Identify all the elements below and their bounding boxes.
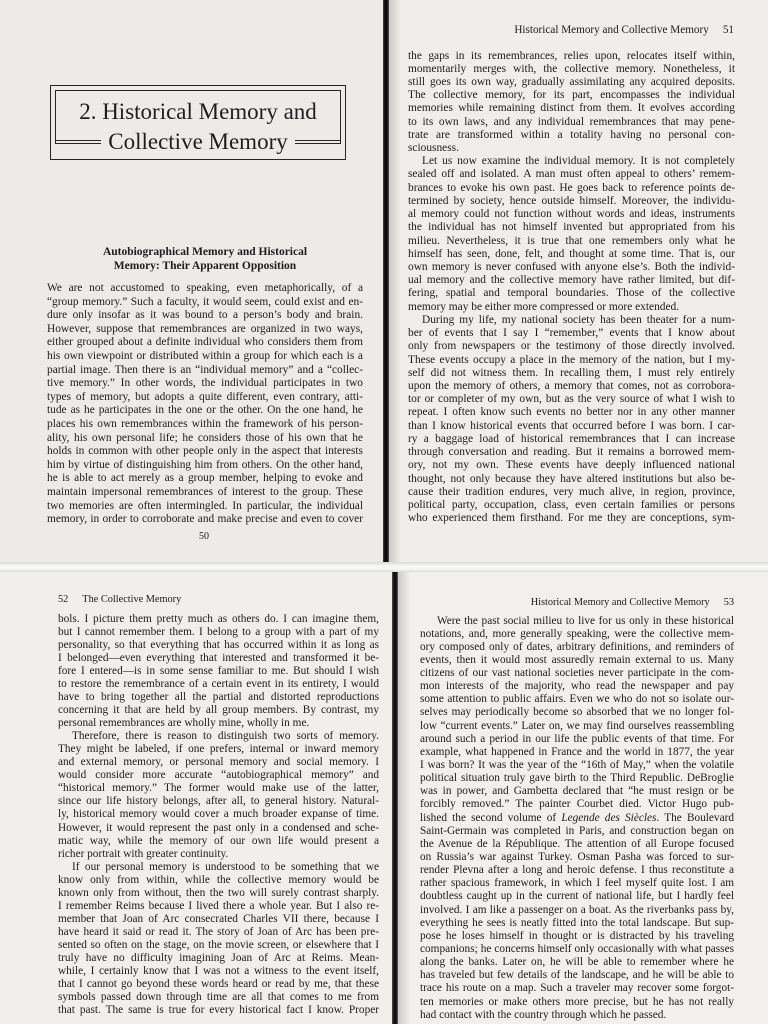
line-text: If our personal memory is understood to be something that we — [72, 860, 379, 873]
text-line — [408, 116, 735, 129]
text-line — [420, 641, 734, 654]
text-line — [408, 327, 735, 340]
line-text: only from newspapers or the testimony of those directly involved. — [408, 340, 735, 353]
text-line — [420, 654, 734, 667]
text-line — [58, 717, 379, 730]
page-52-text — [58, 613, 379, 1018]
line-text: personality, so that everything that has occurred within it as long as — [58, 638, 379, 651]
text-line — [420, 733, 734, 746]
text-line — [420, 969, 734, 982]
paragraph — [58, 861, 379, 1018]
line-text: personal remembrances are wholly mine, wholly in me. — [58, 717, 310, 729]
text-line — [47, 432, 363, 446]
line-text: doubtless caught up in the current of national life, but I hardly feel — [420, 890, 734, 903]
text-line — [408, 499, 735, 512]
line-text: the Avenue de la République. The attention of all Europe focused — [420, 837, 734, 850]
running-head-title: Historical Memory and Collective Memory — [530, 597, 710, 608]
section-heading — [47, 245, 363, 273]
line-text: mon interests of the majority, who read the newspaper and pay — [420, 680, 734, 693]
line-text: notations, and, more generally speaking, were the collective mem- — [420, 627, 734, 640]
line-text: along the banks. Later on, he will be able to remember where he — [420, 956, 734, 969]
text-line — [58, 665, 379, 678]
line-text: sciousness. — [408, 142, 459, 155]
text-line — [420, 706, 734, 719]
line-text: while, I certainly know that I was not a witness to the event itself, — [58, 965, 379, 978]
text-line — [408, 420, 735, 433]
text-line — [47, 486, 363, 500]
line-text: However, suppose that remembrances are organized in two ways, — [47, 322, 363, 335]
line-text: ten memories or make others more precise, but he has not really — [420, 995, 734, 1008]
text-line — [408, 50, 735, 63]
paragraph — [408, 314, 735, 526]
page-number: 53 — [723, 597, 734, 608]
text-line — [408, 89, 735, 102]
text-line — [420, 982, 734, 995]
line-text: the gaps in its remembrances, relies upon, relocates itself within, — [408, 49, 735, 62]
gutter-shadow — [389, 0, 401, 562]
text-line — [420, 812, 734, 825]
text-line — [420, 943, 734, 956]
line-text: truly have no difficulty imagining Joan of Arc at Reims. Mean- — [58, 952, 379, 965]
line-text — [420, 812, 734, 824]
text-line — [420, 904, 734, 917]
line-text: fore I entered—is in some sense familiar to me. But should I wish — [58, 664, 379, 677]
text-line — [47, 336, 363, 350]
line-text: memory, in order to corroborate and make precise and even to cover — [47, 513, 363, 526]
gutter-shadow — [398, 572, 410, 1024]
text-line — [58, 822, 379, 835]
text-line — [47, 323, 363, 337]
running-head — [479, 23, 734, 37]
line-text: The collective memory, for its part, encompasses the individual — [408, 89, 735, 102]
line-text: types of memory, but adopts a quite different, even contrary, atti- — [47, 390, 363, 403]
text-line — [420, 680, 734, 693]
line-text: During my life, my national society has been theater for a num- — [422, 313, 735, 326]
line-text: pose he loses himself in thought or is distracted by his traveling — [420, 929, 734, 942]
text-line — [47, 459, 363, 473]
scan-gap — [0, 562, 768, 572]
text-line — [408, 459, 735, 472]
text-line — [58, 743, 379, 756]
line-text: maintain impersonal remembrances of interest to the group. These — [47, 485, 363, 498]
line-text: These events occupy a place in the memory of the nation, but I my- — [408, 353, 735, 366]
line-text: known only from without, then the two will surely contrast sharply. — [58, 886, 379, 899]
line-text: trace his route on a map. Such a traveler may recover some forgot- — [420, 982, 734, 995]
line-text: ory, not my own. These events have deeply influenced national — [408, 459, 735, 472]
text-line — [420, 720, 734, 733]
line-text: ory composed only of dates, arbitrary definitions, and reminders of — [420, 640, 734, 653]
line-text: since our life history belongs, after all, to general history. Natural- — [58, 795, 379, 808]
line-text: ber of events that I say I “remember,” events that I know about — [408, 327, 735, 340]
line-text: have heard it said or read it. The story of Joan of Arc has been pre- — [58, 926, 379, 938]
line-text: Were the past social milieu to live for us only in these historical — [437, 614, 734, 627]
line-text: Let us now examine the individual memory. It is not completely — [422, 155, 735, 168]
line-text: “group memory.” Such a faculty, it would seem, could exist and en- — [47, 295, 363, 308]
text-line — [47, 418, 363, 432]
text-line — [58, 900, 379, 913]
text-line — [420, 628, 734, 641]
text-line — [408, 248, 735, 261]
text-line — [58, 913, 379, 926]
line-text: through conversation and reading. But it remains a borrowed mem- — [408, 446, 735, 459]
line-text: They might be labeled, if one prefers, internal or inward memory — [58, 743, 379, 756]
line-text: places his own remembrances within the framework of his person- — [47, 417, 363, 430]
text-line — [47, 350, 363, 364]
line-text: and external memory, or personal memory and social memory. I — [58, 756, 379, 769]
text-line — [58, 730, 379, 743]
text-run: . The Boulevard — [656, 811, 735, 824]
text-line — [408, 63, 735, 76]
text-line — [58, 874, 379, 887]
text-line — [408, 433, 735, 446]
line-text: around such a period in our life the public events of that time. For — [420, 732, 734, 745]
text-line — [408, 261, 735, 274]
line-text: Saint-Germain was completed in Paris, and construction began on — [420, 824, 734, 837]
text-line — [420, 956, 734, 969]
text-line — [420, 667, 734, 680]
line-text: However, it would represent the past only in a condensed and sche- — [58, 821, 379, 834]
text-line — [58, 678, 379, 691]
line-text: political situation truly gave birth to the Third Republic. DeBroglie — [420, 772, 734, 785]
text-line — [408, 406, 735, 419]
text-line — [408, 473, 735, 486]
text-line — [408, 486, 735, 499]
paragraph — [420, 615, 734, 1022]
page-53-text — [420, 615, 734, 1022]
text-line — [58, 991, 379, 1004]
line-text: the individual has not himself invented but appropriated from his — [408, 221, 735, 234]
line-text: selves may periodically become so absorbed that we no longer fol- — [420, 706, 734, 719]
line-text: forcibly removed.” The painter Courbet died. Victor Hugo pub- — [420, 798, 734, 811]
text-line — [420, 877, 734, 890]
text-line — [47, 364, 363, 378]
text-line — [408, 208, 735, 221]
text-line — [420, 1009, 734, 1022]
text-line — [420, 838, 734, 851]
line-text: ly, historical memory would cover a much broader expanse of time. — [58, 808, 379, 821]
page-50-text — [47, 282, 363, 527]
line-text: on Russia’s war against Turkey. Osman Pasha was forced to sur- — [420, 851, 734, 864]
text-line — [408, 354, 735, 367]
paragraph — [408, 155, 735, 314]
text-line — [408, 301, 735, 314]
text-line — [58, 939, 379, 952]
paragraph — [58, 730, 379, 861]
text-line — [420, 996, 734, 1009]
line-text: memory may be either more compressed or more extended. — [408, 300, 680, 313]
text-line — [47, 282, 363, 296]
line-text: he is able to act merely as a group member, helping to evoke and — [47, 472, 363, 485]
text-line — [420, 693, 734, 706]
line-text: bols. I picture them pretty much as others do. I can imagine them, — [58, 612, 379, 625]
line-text: sealed off and isolated. A man must often appeal to others’ remem- — [408, 168, 735, 181]
text-line — [47, 513, 363, 527]
line-text: I belonged—even everything that interested and transformed it be- — [58, 651, 379, 664]
running-head-title: The Collective Memory — [82, 594, 182, 605]
text-line — [58, 652, 379, 665]
text-line — [408, 142, 735, 155]
text-line — [420, 798, 734, 811]
line-text: some attention to public affairs. Even we who do not so isolate our- — [420, 693, 734, 706]
text-line — [420, 785, 734, 798]
text-line — [408, 155, 735, 168]
chapter-title-box — [50, 85, 346, 160]
book-gutter-top — [383, 0, 389, 562]
line-text: concerning it that are held by all group members. By contrast, my — [58, 703, 379, 716]
chapter-title-line-2-row — [55, 130, 341, 154]
line-text: who experienced them firsthand. For me they are conceptions, sym- — [408, 512, 735, 525]
title-rule-left — [55, 140, 101, 144]
line-text: trate are transformed within a totality having no personal con- — [408, 128, 735, 141]
line-text: upon the memory of others, a memory that comes, not as corrobora- — [408, 379, 735, 392]
running-head — [58, 593, 308, 607]
text-line — [408, 195, 735, 208]
page-50 — [0, 0, 383, 562]
text-line — [420, 615, 734, 628]
text-line — [47, 296, 363, 310]
line-text: momentarily merges with, the collective memory. Nonetheless, it — [408, 62, 735, 75]
text-line — [420, 772, 734, 785]
page-53 — [398, 572, 768, 1024]
text-line — [47, 500, 363, 514]
line-text: fering, spatial and temporal boundaries. Those of the collective — [408, 287, 735, 300]
line-text: I remember Reims because I lived there a whole year. But I also re- — [58, 899, 379, 912]
line-text: I was born? It was the year of the “16th of May,” when the volatile — [420, 759, 734, 772]
line-text: have to bring together all the partial and distorted reproductions — [58, 690, 379, 703]
line-text: self did not witness them. In recalling them, I must rely entirely — [408, 366, 735, 379]
text-line — [47, 391, 363, 405]
line-text: ality, his own personal life; he considers those of his own that he — [47, 431, 363, 444]
line-text: repeat. I often know such events no better nor in any other manner — [408, 406, 735, 419]
line-text: everything he sees is neatly fitted into the total landscape. But sup- — [420, 916, 734, 929]
line-text: two memories are often intermingled. In particular, the individual — [47, 499, 363, 512]
line-text: tude as he participates in the one or the other. On the one hand, he — [47, 404, 363, 417]
text-line — [58, 887, 379, 900]
italic-title: Legende des Siècles — [561, 811, 657, 824]
text-line — [58, 978, 379, 991]
text-line — [58, 795, 379, 808]
paragraph — [58, 613, 379, 731]
section-heading-line-2: Memory: Their Apparent Opposition — [113, 260, 297, 272]
line-text: to restore the remembrance of a certain event in its entirety, I would — [58, 677, 379, 690]
text-line — [58, 639, 379, 652]
line-text: had contact with the country through which he passed. — [420, 1008, 667, 1021]
running-head-title: Historical Memory and Collective Memory — [514, 24, 709, 36]
line-text: companions; he concerns himself only occasionally with what passes — [420, 943, 734, 956]
text-line — [47, 377, 363, 391]
text-line — [420, 825, 734, 838]
line-text: citizens of our vast national societies never participate in the com- — [420, 667, 734, 680]
line-text: matic way, while the memory of our own life would present a — [58, 834, 379, 847]
line-text: but I cannot remember them. I belong to a group with a part of my — [58, 625, 379, 638]
line-text: him by virtue of distinguishing him from others. On the other hand, — [47, 458, 363, 471]
text-line — [408, 235, 735, 248]
line-text: al memory could not function without words and ideas, instruments — [408, 208, 735, 221]
line-text: cause their tradition endures, very much alive, in region, province, — [408, 485, 735, 498]
page-number: 50 — [199, 531, 209, 542]
line-text: ual memory and the collective memory have rather limited, but dif- — [408, 274, 735, 287]
line-text: tive memory.” In other words, the individual participates in two — [47, 377, 363, 390]
text-line — [408, 102, 735, 115]
text-line — [408, 129, 735, 142]
line-text: would consider more accurate “autobiographical memory” and — [58, 769, 379, 782]
section-heading-line-1: Autobiographical Memory and Historical — [102, 246, 308, 258]
line-text: thought, not only because they have altered institutions but also be- — [408, 472, 735, 485]
line-text: tor or completer of my own, but as the very source of what I wish to — [408, 393, 735, 406]
line-text: We are not accustomed to speaking, even metaphorically, of a — [47, 282, 363, 294]
line-text: milieu. Nevertheless, it is true that one remembers only what he — [408, 234, 735, 247]
paragraph — [47, 282, 363, 527]
text-line — [58, 861, 379, 874]
text-run: lished the second volume of — [420, 811, 562, 824]
text-line — [58, 965, 379, 978]
chapter-title-line-2: Collective Memory — [108, 129, 288, 154]
text-line — [47, 309, 363, 323]
line-text: still goes its own way, gradually assimilating any acquired deposits. — [408, 75, 735, 88]
text-line — [408, 168, 735, 181]
text-line — [408, 380, 735, 393]
text-line — [420, 864, 734, 877]
line-text: involved. I am like a passenger on a boat. As the riverbanks pass by, — [420, 903, 734, 916]
line-text: holds in common with other people only in the aspect that interests — [47, 445, 363, 458]
line-text: brances to evoke his own past. He goes back to reference points de- — [408, 181, 735, 194]
line-text: was in power, and Gambetta declared that “he must resign or be — [420, 785, 734, 798]
text-line — [408, 287, 735, 300]
line-text: memories while remaining distinct from them. It evolves according — [408, 102, 735, 115]
text-line — [58, 704, 379, 717]
line-text: low “current events.” Later on, we may find ourselves reassembling — [420, 719, 734, 732]
line-text: dure only insofar as it was bound to a person’s body and brain. — [47, 309, 363, 322]
line-text: richer portrait with greater continuity. — [58, 847, 229, 860]
line-text: than I know historical events that occurred before I was born. I car- — [408, 419, 735, 432]
text-line — [408, 446, 735, 459]
text-line — [420, 759, 734, 772]
page-number: 52 — [58, 594, 69, 605]
text-line — [420, 890, 734, 903]
running-head — [458, 596, 734, 610]
line-text: political party, occupation, class, even certain families or persons — [408, 498, 735, 511]
line-text: “historical memory.” The former would make use of the latter, — [58, 782, 379, 795]
title-rule-right — [295, 140, 341, 144]
line-text: render Plevna after a long and heroic defense. I thus reconstitute a — [420, 864, 734, 877]
page-51 — [389, 0, 768, 562]
line-text: events, then it would most assuredly remain external to us. Many — [420, 653, 734, 666]
text-line — [408, 274, 735, 287]
line-text: Therefore, there is reason to distinguish two sorts of memory. — [72, 730, 379, 743]
page-52 — [0, 572, 392, 1024]
text-line — [420, 917, 734, 930]
line-text: that I cannot go beyond these words heard or read by me, that these — [58, 978, 379, 991]
text-line — [420, 851, 734, 864]
text-line — [47, 472, 363, 486]
text-line — [58, 808, 379, 821]
text-line — [47, 445, 363, 459]
text-line — [408, 393, 735, 406]
text-line — [58, 835, 379, 848]
text-line — [58, 848, 379, 861]
page-number: 51 — [722, 24, 734, 36]
text-line — [58, 952, 379, 965]
text-line — [408, 221, 735, 234]
line-text: sented so often on the stage, on the movie screen, or elsewhere that I — [58, 939, 379, 952]
text-line — [58, 926, 379, 939]
line-text: partial image. Then there is an “individual memory” and a “collec- — [47, 363, 363, 376]
text-line — [58, 782, 379, 795]
text-line — [408, 367, 735, 380]
text-line — [58, 691, 379, 704]
line-text: that past. The same is true for every historical fact I know. Proper — [58, 1004, 379, 1017]
line-text: own memory is never confused with anyone else’s. Both the individ- — [408, 261, 735, 273]
line-text: member that Joan of Arc consecrated Charles VII there, because I — [58, 912, 379, 925]
text-line — [408, 340, 735, 353]
text-line — [408, 182, 735, 195]
text-line — [408, 76, 735, 89]
text-line — [58, 626, 379, 639]
line-text: ry a baggage load of historical remembrances that I can increase — [408, 432, 735, 445]
text-line — [47, 404, 363, 418]
line-text: know only from within, while the collective memory would be — [58, 873, 379, 886]
line-text: rather spacious framework, in which I feel myself quite lost. I am — [420, 877, 734, 890]
text-line — [58, 756, 379, 769]
text-line — [58, 613, 379, 626]
chapter-title-line-1: 2. Historical Memory and — [79, 99, 317, 124]
line-text: himself has seen, done, felt, and thought at some time. That is, our — [408, 247, 735, 260]
paragraph — [408, 50, 735, 156]
line-text: his own viewpoint or distributed within a group for which each is a — [47, 349, 363, 362]
line-text: either grouped about a definite individual who considers them from — [47, 336, 363, 349]
text-line — [420, 930, 734, 943]
text-line — [420, 746, 734, 759]
line-text: example, what happened in France and the world in 1877, the year — [420, 745, 734, 758]
text-line — [408, 512, 735, 525]
line-text: termined by society, hence outside himself. Moreover, the individu- — [408, 194, 735, 207]
line-text: has traveled but few details of the landscape, and he will be able to — [420, 969, 734, 982]
text-line — [58, 1004, 379, 1017]
line-text: to its own laws, and any individual remembrances that may pene- — [408, 115, 735, 128]
line-text: symbols passed down through time are all that comes to me from — [58, 991, 379, 1004]
text-line — [408, 314, 735, 327]
page-51-text — [408, 50, 735, 526]
text-line — [58, 769, 379, 782]
